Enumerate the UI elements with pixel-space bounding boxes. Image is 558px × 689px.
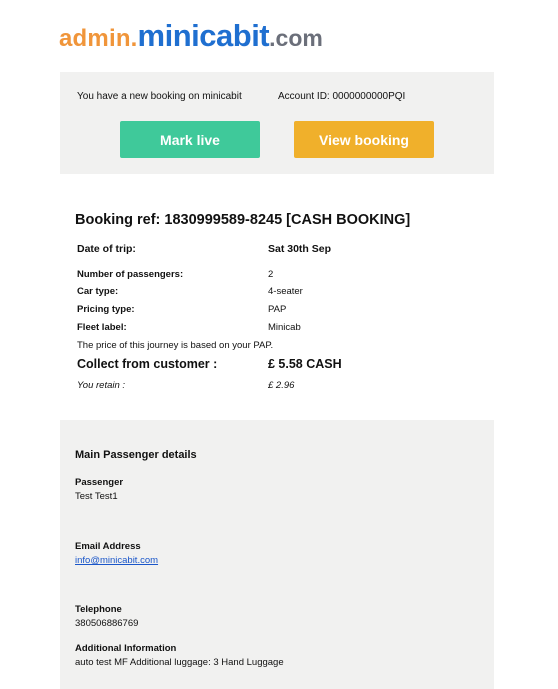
date-label: Date of trip:	[77, 243, 136, 255]
view-booking-button[interactable]: View booking	[294, 121, 434, 158]
passenger-panel	[60, 420, 494, 689]
fleet-label: Fleet label:	[77, 322, 127, 333]
email-link[interactable]: info@minicabit.com	[75, 555, 159, 566]
minicabit-logo	[59, 18, 323, 52]
notification-panel	[60, 72, 494, 174]
passengers-value: 2	[268, 269, 274, 280]
telephone-value: 380506886769	[75, 618, 139, 629]
collect-value: £ 5.58 CASH	[268, 357, 342, 371]
new-booking-message: You have a new booking on minicabit	[77, 91, 242, 102]
pricing-label: Pricing type:	[77, 304, 135, 315]
pricing-value: PAP	[268, 304, 287, 315]
car-type-value: 4-seater	[268, 286, 303, 297]
date-value: Sat 30th Sep	[268, 243, 332, 255]
passengers-label: Number of passengers:	[77, 269, 184, 280]
logo-minicabit-text: minicabit	[137, 18, 270, 53]
retain-label: You retain :	[77, 380, 126, 391]
additional-info-label: Additional Information	[75, 643, 177, 654]
booking-ref-title: Booking ref: 1830999589-8245 [CASH BOOKING]	[75, 212, 411, 228]
additional-info-value: auto test MF Additional luggage: 3 Hand Luggage	[75, 657, 284, 668]
mark-live-button[interactable]: Mark live	[120, 121, 260, 158]
email-label: Email Address	[75, 541, 141, 552]
account-id: Account ID: 0000000000PQI	[278, 91, 406, 102]
telephone-label: Telephone	[75, 604, 122, 615]
passenger-name: Test Test1	[75, 491, 118, 502]
price-note: The price of this journey is based on your PAP.	[77, 340, 274, 351]
fleet-value: Minicab	[268, 322, 301, 333]
passenger-section-title: Main Passenger details	[75, 449, 197, 461]
retain-value: £ 2.96	[268, 380, 295, 391]
passenger-label: Passenger	[75, 477, 124, 488]
logo-com-text: .com	[269, 25, 323, 51]
collect-label: Collect from customer :	[77, 357, 218, 371]
logo-admin-text: admin.	[59, 25, 138, 52]
car-type-label: Car type:	[77, 286, 119, 297]
